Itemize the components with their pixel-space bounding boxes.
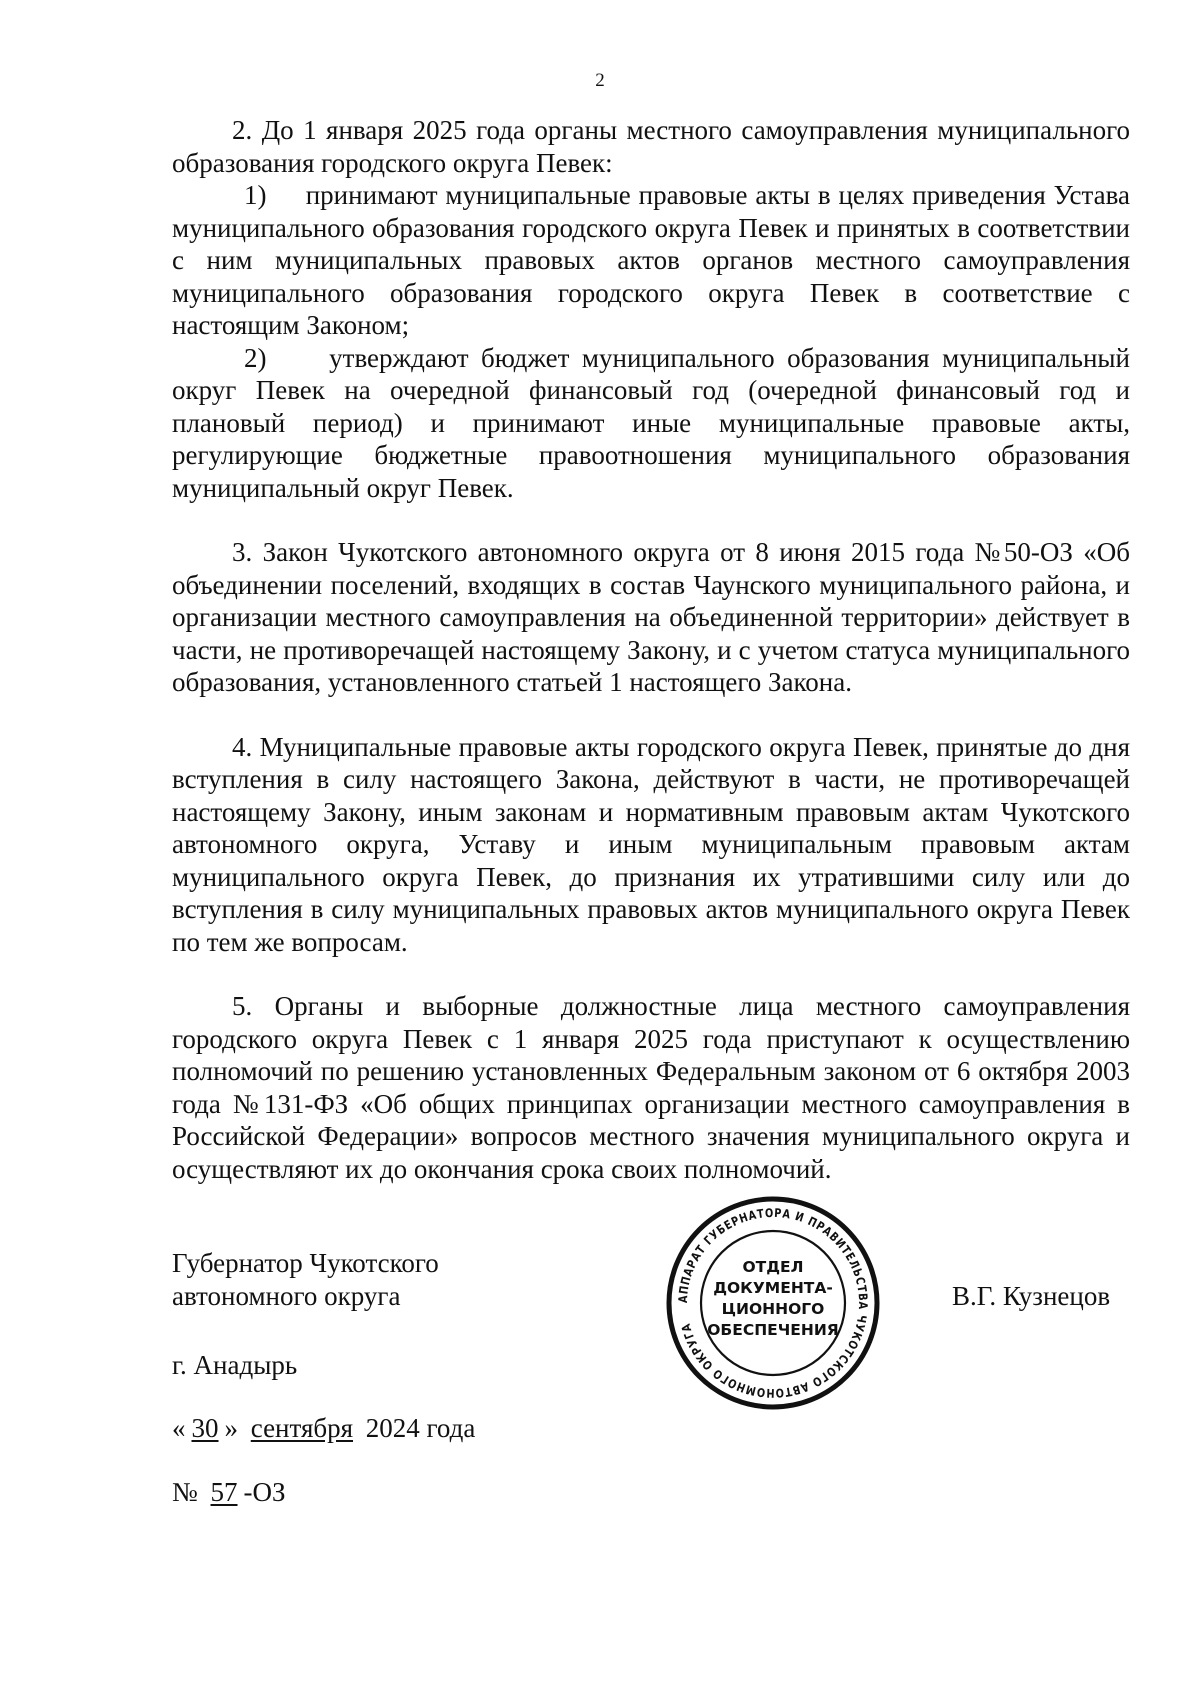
- paragraph-5: 5. Органы и выборные должностные лица местного самоуправления городского округа Певек с 1 января 2025 года приступают к осуществлению полномочий по решению установленных Федеральным законом от 6 октября 2003 года №131-ФЗ «Об общих принципах организации местного самоуправления в Российской Федерации» вопросов местного значения муниципального округа и осуществляют их до окончания срока своих полномочий.: [172, 991, 1130, 1184]
- place-of-signing: г. Анадырь: [172, 1350, 298, 1380]
- law-number-suffix: -ОЗ: [243, 1477, 286, 1507]
- signatory-title: [172, 1247, 439, 1312]
- paragraph-2-item-2: 2) утверждают бюджет муниципального образования муниципальный округ Певек на очередной финансовый год (очередной финансовый год и плановый период) и принимают иные муниципальные правовые акты, регулирующие бюджетные правоотношения муниципального образования муниципальный округ Певек.: [172, 342, 1130, 503]
- official-seal-stamp: [662, 1192, 884, 1414]
- signatory-title-line-1: Губернатор Чукотского: [172, 1248, 439, 1278]
- law-body-text: [172, 114, 1130, 1185]
- date-day: 30: [191, 1413, 219, 1443]
- seal-line-3: ЦИОННОГО: [721, 1300, 825, 1318]
- law-number: [172, 1476, 286, 1509]
- page-number: 2: [595, 70, 605, 91]
- date-close-quote: »: [224, 1413, 238, 1443]
- signatory-name: В.Г. Кузнецов: [952, 1281, 1111, 1311]
- paragraph-2-item-1: 1) принимают муниципальные правовые акты в целях приведения Устава муниципального образования городского округа Певек и принятых в соответствии с ним муниципальных правовых актов органов местного самоуправления муниципального образования городского округа Певек в соответствие с настоящим Законом;: [172, 180, 1130, 340]
- paragraph-4: 4. Муниципальные правовые акты городского округа Певек, принятые до дня вступления в силу настоящего Закона, действуют в части, не противоречащей настоящему Закону, иным законам и нормативным правовым актам Чукотского автономного округа, Уставу и иным муниципальным правовым актам муниципального округа Певек, до признания их утратившими силу или до вступления в силу муниципальных правовых актов муниципального округа Певек по тем же вопросам.: [172, 731, 1130, 957]
- law-number-value: 57: [210, 1477, 238, 1507]
- paragraph-3: 3. Закон Чукотского автономного округа от 8 июня 2015 года №50-ОЗ «Об объединении поселений, входящих в состав Чаунского муниципального района, и организации местного самоуправления на объединенной территории» действует в части, не противоречащей настоящему Закону, и с учетом статуса муниципального образования, установленного статьей 1 настоящего Закона.: [172, 537, 1130, 697]
- seal-line-4: ОБЕСПЕЧЕНИЯ: [707, 1321, 839, 1339]
- law-number-prefix: №: [172, 1477, 198, 1507]
- date-month: сентября: [250, 1413, 354, 1443]
- seal-line-1: ОТДЕЛ: [742, 1258, 804, 1276]
- date-open-quote: «: [172, 1413, 186, 1443]
- seal-ring-text-path: АППАРАТ ГУБЕРНАТОРА И ПРАВИТЕЛЬСТВА ЧУКОТСКОГО АВТОНОМНОГО ОКРУГА: [675, 1205, 871, 1401]
- signing-date: [172, 1412, 475, 1445]
- date-year: 2024 года: [365, 1413, 476, 1443]
- paragraph-2-intro: 2. До 1 января 2025 года органы местного самоуправления муниципального образования городского округа Певек:: [172, 115, 1130, 178]
- seal-line-2: ДОКУМЕНТА-: [713, 1279, 833, 1297]
- signatory-title-line-2: автономного округа: [172, 1280, 401, 1311]
